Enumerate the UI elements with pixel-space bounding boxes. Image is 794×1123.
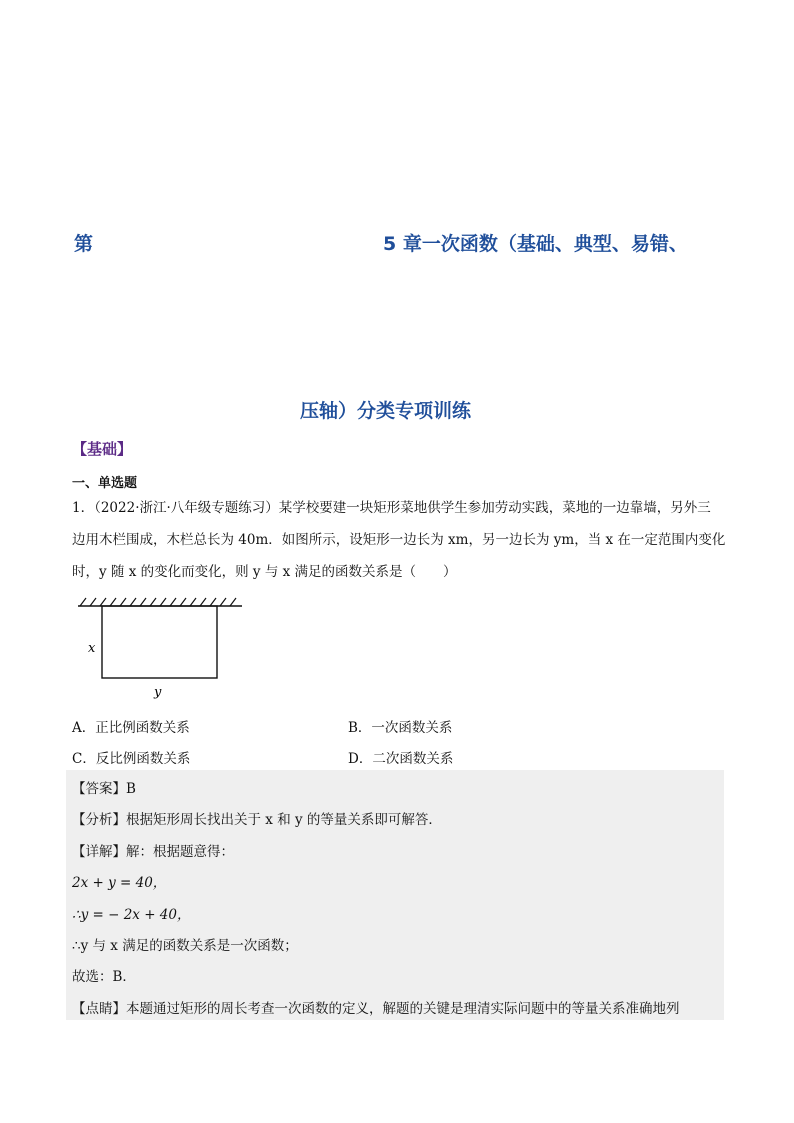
option-d: D．二次函数关系	[348, 751, 454, 767]
question-line-1: 1．（2022·浙江·八年级专题练习）某学校要建一块矩形菜地供学生参加劳动实践，菜地的一边靠墙，另外三	[72, 500, 711, 516]
question-line-2: 边用木栏围成，木栏总长为 40m．如图所示，设矩形一边长为 xm，另一边长为 ym，当 x 在一定范围内变化	[72, 532, 726, 548]
subsection-heading: 一、单选题	[72, 476, 138, 491]
detail-line: 【详解】解：根据题意得：	[72, 844, 234, 860]
option-b: B．一次函数关系	[348, 720, 453, 736]
option-a: A．正比例函数关系	[72, 720, 190, 736]
label-y: y	[154, 685, 162, 700]
choice-line: 故选：B．	[72, 969, 136, 985]
equation-1: 2x + y = 40，	[72, 875, 167, 891]
comment-line: 【点睛】本题通过矩形的周长考查一次函数的定义，解题的关键是理清实际问题中的等量关系准确地列	[72, 1001, 680, 1017]
conclusion-line: ∴y 与 x 满足的函数关系是一次函数；	[72, 938, 298, 954]
rectangle-figure	[72, 592, 252, 702]
section-tag: 【基础】	[72, 440, 133, 458]
label-x: x	[88, 641, 96, 656]
option-c: C．反比例函数关系	[72, 751, 191, 767]
title-part-3: 压轴）分类专项训练	[300, 400, 472, 422]
title-part-1: 第	[74, 233, 94, 255]
equation-2: ∴y = − 2x + 40，	[72, 907, 191, 923]
question-line-3: 时，y 随 x 的变化而变化，则 y 与 x 满足的函数关系是（ ）	[72, 564, 457, 580]
title-part-2: 5 章一次函数（基础、典型、易错、	[383, 233, 688, 255]
answer-line: 【答案】B	[72, 781, 136, 797]
analysis-line: 【分析】根据矩形周长找出关于 x 和 y 的等量关系即可解答．	[72, 812, 442, 828]
